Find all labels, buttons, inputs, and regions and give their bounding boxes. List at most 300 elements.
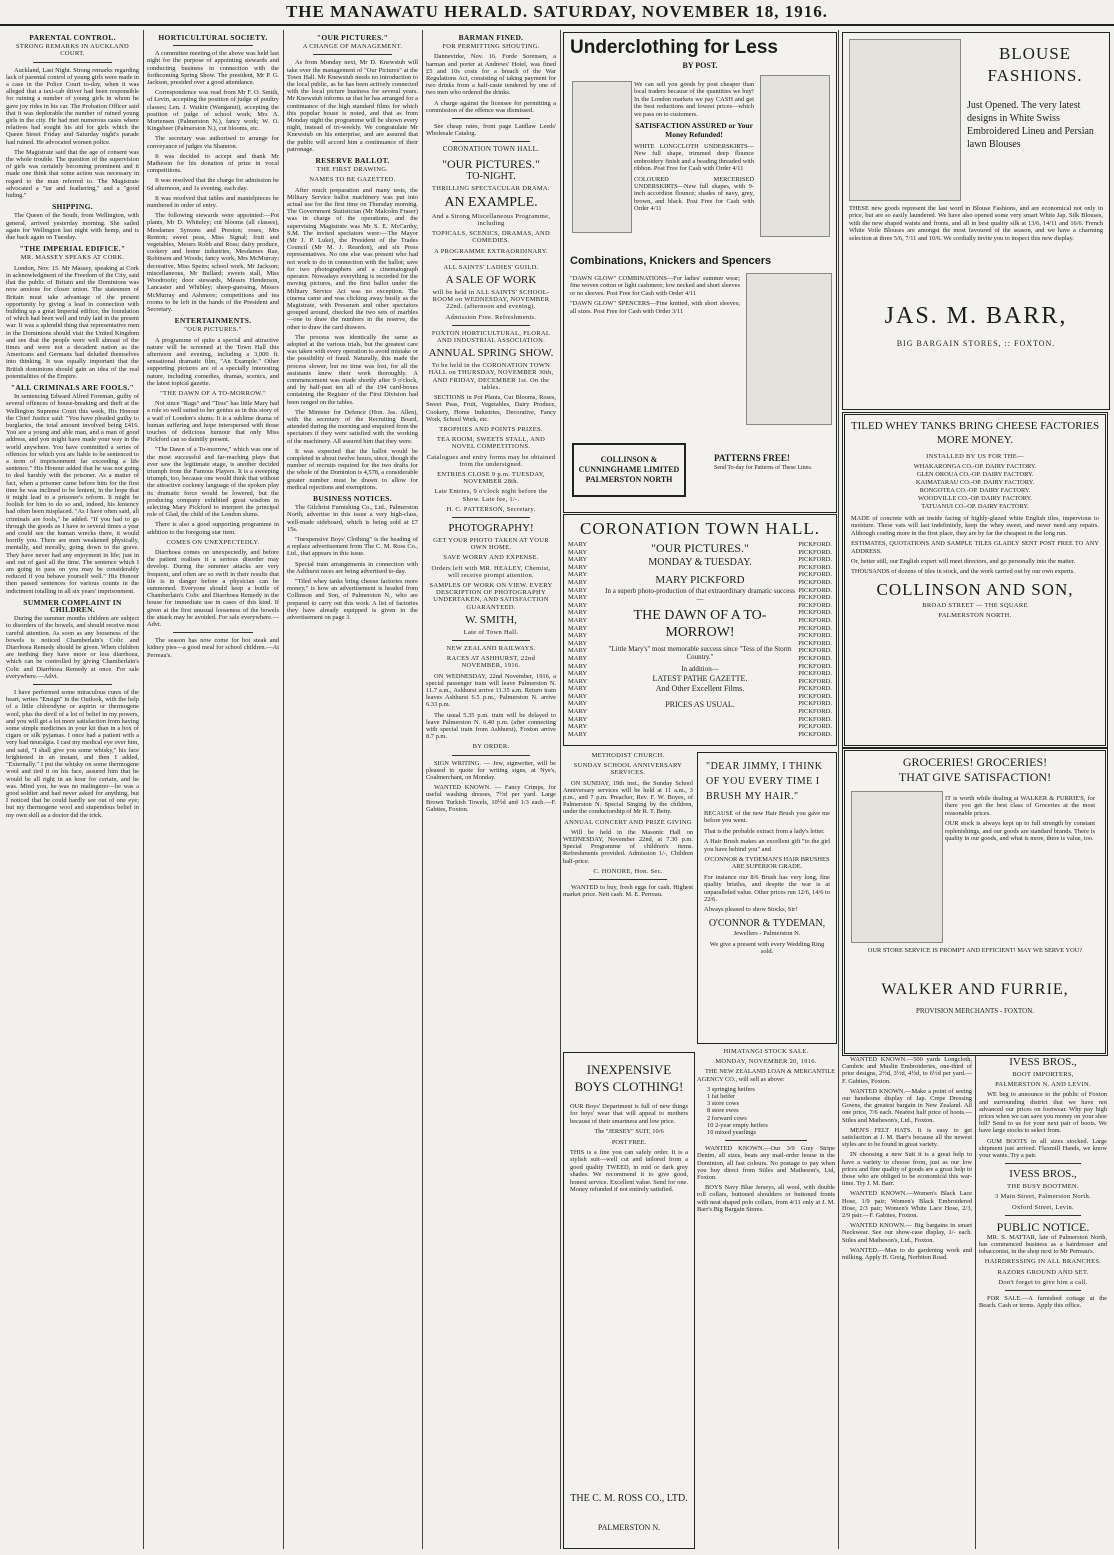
ad-paragraph: That is the probable extract from a lady's letter. bbox=[704, 827, 825, 835]
ad-text: 3 Main Street, Palmerston North. bbox=[995, 1193, 1091, 1201]
article-paragraph: I have performed some miraculous cures of the heart, writes "Ensign" in the Outlook, with the help of a little chlorodyne or aspirin or thermogene wool, plus the devil of a lot of belief in my powers, and you will get a lot more satisfaction from having some simple medicines in your kit than in a box of cigars or silk pyjamas. I once had a patient with a very bad neuralgia. I cast my medical eye over him, and said, "I shall give you some whisky," his face brightened in an instant, and then I added, "Externally." I put the whisky on some thermogene wool and tied it on his face, assured him that he would be all right in an hour for certain, and he was. Mind you, he was no malingerer—he was a good soldier and had never asked for anything, but I noticed that he could hardly see out of one eye; but my thermogene wool and stupendous belief in my own skill as a doctor did the trick. bbox=[6, 689, 139, 819]
pickford-label: PICKFORD. bbox=[798, 647, 832, 655]
ad-text: TEA ROOM, SWEETS STALL, AND NOVEL COMPETITIONS. bbox=[436, 436, 546, 451]
article-paragraph: The following stewards were appointed:—Pot plants, Mr D. Whiteley; cut blooms (all classes), Mesdames Symons and Preston; roses, Mrs Renton; sweet peas, Miss Signal; fruit and vegetables, Messrs Robb and Ross; dairy produce, cookery and home industries, Mesdames Rae, Robinson and Woods; fancy work, Mrs McMurray; decorative, Miss Speirs; school work, Mr Jackson; miscellaneous, Mr Bullard; sweets stall, Miss Woodroofe; door stewards, Messrs Henderson, Lancaster and Whibley; sheep-guessing, Messrs McMurray and Ashmore; competitions and tea rooms to be left in the hands of the President and Secretary. bbox=[147, 212, 279, 313]
divider bbox=[33, 62, 113, 63]
ad-photography: PHOTOGRAPHY! bbox=[448, 521, 534, 534]
headline-public-notice: PUBLIC NOTICE. bbox=[996, 1219, 1090, 1234]
ad-paragraph: WE beg to announce to the public of Foxton and surrounding district that we have not advanced our prices on footwear. Why pay high prices when we can save you money on your shoe bill? Send to us for your next pair of boots. We have large stocks to select from. bbox=[979, 1091, 1107, 1135]
ad-boys-body bbox=[564, 1103, 694, 1193]
headline-shipping: SHIPPING. bbox=[52, 202, 93, 212]
article-paragraph: Correspondence was read from Mr F. O. Smith, of Levin, accepting the position of judge of poultry classes; Len. J. Watkin (Wanganui), accepting the position of judge of school work; Mrs A. Mortensen (Palmerston N.), fancy work; W. O. Kingsbeer (Palmerston N.), cut blooms, etc. bbox=[147, 89, 279, 133]
ad-dawn-title: THE DAWN OF A TO-MORROW! bbox=[633, 608, 767, 640]
ad-monday-tuesday: MONDAY & TUESDAY. bbox=[648, 557, 752, 568]
ad-paragraph: A Hair Brush makes an excellent gift "to the girl you have behind you" and bbox=[704, 838, 830, 853]
column-rule bbox=[143, 30, 144, 1549]
stock-list-item: 1 fat heifer bbox=[707, 1093, 736, 1101]
pickford-label: PICKFORD. bbox=[798, 616, 832, 624]
stock-list-item: 10 mixed yearlings bbox=[707, 1129, 756, 1137]
ad-text: Admission Free. Refreshments. bbox=[445, 313, 537, 321]
article-paragraph: There is also a good supporting programme in addition to the foregoing star item. bbox=[147, 521, 279, 536]
stock-list-item: 2 forward cows bbox=[707, 1114, 747, 1122]
column-rule bbox=[283, 30, 284, 1549]
subhead: A CHANGE OF MANAGEMENT. bbox=[302, 43, 403, 51]
pickford-label: PICKFORD. bbox=[798, 639, 832, 647]
ad-barr-address: BIG BARGAIN STORES, :: FOXTON. bbox=[896, 339, 1056, 348]
ad-paragraph: "DAWN GLOW" COMBINATIONS—For ladies' summer wear; fine woven cotton or light cashmere; low necked and short sleeves or no sleeves. Post Free for Cash with Order 4/11 bbox=[570, 275, 741, 297]
subhead: NAMES TO BE GAZETTED. bbox=[309, 176, 396, 184]
pickford-label: PICKFORD. bbox=[798, 541, 832, 548]
ad-w-smith: W. SMITH, bbox=[465, 613, 517, 626]
divider bbox=[452, 640, 530, 641]
ad-text: RAZORS GROUND AND SET. bbox=[997, 1268, 1089, 1276]
ad-text: BY ORDER. bbox=[472, 743, 510, 751]
collinson-cunninghame-logo: COLLINSON & CUNNINGHAME LIMITED PALMERSTON NORTH bbox=[572, 443, 686, 497]
headline-imperial-edifice: "THE IMPERIAL EDIFICE." bbox=[19, 244, 126, 254]
ad-text: HAIRDRESSING IN ALL BRANCHES. bbox=[984, 1258, 1102, 1266]
headline-reserve-ballot: RESERVE BALLOT. bbox=[315, 156, 390, 166]
article-paragraph: A committee meeting of the above was held last night for the purpose of appointing stewards and conducting business in connection with the forthcoming Spring Show. The president, Mr P. G. Jackson, presided over a good attendance. bbox=[147, 50, 279, 87]
ad-collinson-name: COLLINSON AND SON, bbox=[876, 579, 1074, 599]
ad-guild-heading: ALL SAINTS' LADIES' GUILD. bbox=[443, 263, 539, 271]
mary-label: MARY bbox=[568, 616, 588, 624]
classified: BOYS Navy Blue Jerseys, all wool, with double roll collars, buttoned shoulders or buttoned fronts with neat shaped polo collars, from 4/11 only at J. M. Barr's Big Bargain Stores. bbox=[697, 1184, 835, 1213]
ad-text: INSTALLED BY US FOR THE— bbox=[926, 453, 1024, 460]
ad-paragraph: ESTIMATES, QUOTATIONS AND SAMPLE TILES GLADLY SENT POST FREE TO ANY ADDRESS. bbox=[851, 540, 1099, 555]
satisfaction-line: SATISFACTION ASSURED or Your Money Refunded! bbox=[635, 121, 753, 139]
article-paragraph: THE NEW ZEALAND LOAN & MERCANTILE AGENCY CO., will sell as above: bbox=[697, 1068, 835, 1083]
ad-underclothing-title: Underclothing for Less bbox=[570, 37, 778, 58]
ad-groceries-service: OUR STORE SERVICE IS PROMPT AND EFFICIENT! MAY WE SERVE YOU? bbox=[867, 947, 1083, 954]
ad-walker-address: PROVISION MERCHANTS - FOXTON. bbox=[915, 1007, 1035, 1015]
factory-list-item: KAIMATARAU CO.-OP. DAIRY FACTORY. bbox=[915, 479, 1035, 486]
headline-stock-sale: HIMATANGI STOCK SALE. bbox=[723, 1048, 809, 1055]
divider bbox=[33, 684, 113, 685]
article-paragraph: After much preparation and many tests, the Military Service ballot machinery was put into actual use for the first time on Thursday morning. The Government Statistician (Mr Malcolm Fraser) was in charge of the operations, and the supervising Magistrate was Mr S. E. McCarthy, S.M. The invited spectators were:—The Mayor (Mr J. P. Luke), the President of the Trades Council (Mr M. J. Reardon), and six Press representatives. No one else was present who had not work to do in connection with the ballot; save for two photographers and a cinematograph operator. Nowadays everything is recorded for the moving pictures, and the first ballot under the Military Service Act was no exception. The cinema came and was clicking away busily as the Magistrate, with Pressmen and other spectators grouped around, checked the two sets of marbles—one to draw the numbers in the reserve, the other to draw the card drawers. bbox=[287, 186, 418, 331]
ad-paragraph: BECAUSE of the new Hair Brush you gave me before you went. bbox=[704, 810, 830, 825]
mary-label: MARY bbox=[568, 708, 588, 716]
article-paragraph: During the summer months children are subject to disorders of the bowels, and should receive most careful attention. As soon as any looseness of the bowels is noticed Chamberlain's Colic and Diarrhoea Remedy should be given. When children are teething they have more or less diarrhoea, which can be controlled by giving Chamberlain's Colic and Diarrhoea Remedy at once. For sale everywhere.—Advt. bbox=[6, 615, 139, 680]
ad-groceries-title2: THAT GIVE SATISFACTION! bbox=[898, 770, 1052, 784]
article-paragraph: A charge against the licensee for permitting a commission of the offence was dismissed. bbox=[426, 99, 556, 114]
ad-tiled-whey-tanks bbox=[842, 412, 1108, 748]
article-paragraph: Will be held in the Masonic Hall on WEDNESDAY, November 22nd, at 7.30 p.m. Special Programme of children's items. Refreshments provided. Admission 1/-, Children half-price. bbox=[563, 828, 693, 865]
subhead: MONDAY, NOVEMBER 20, 1916. bbox=[715, 1058, 817, 1066]
underskirt-illustration bbox=[760, 75, 830, 237]
classified: FOR SALE.—A furnished cottage at the Beach. Cash or terms. Apply this office. bbox=[979, 1295, 1107, 1310]
ad-underclothing-body bbox=[634, 81, 754, 216]
ad-paragraph: O'CONNOR & TYDEMAN'S HAIR BRUSHES ARE SUPERIOR GRADE. bbox=[704, 856, 830, 871]
divider bbox=[452, 517, 530, 518]
ad-oconnor-address: Jewellers - Palmerston N. bbox=[733, 929, 801, 937]
mary-label: MARY bbox=[568, 715, 588, 723]
column-5-lower bbox=[563, 750, 693, 1050]
divider bbox=[589, 879, 667, 880]
patterns-free: PATTERNS FREE! bbox=[714, 453, 790, 463]
subhead-unexpectedly: COMES ON UNEXPECTEDLY. bbox=[166, 538, 260, 546]
classified: MEN'S FELT HATS. It is easy to get satisfaction at J. M. Barr's because all the newest styles are to be found in great variety. bbox=[842, 1126, 972, 1149]
ad-ross-town: PALMERSTON N. bbox=[597, 1523, 661, 1532]
stock-list-item: 3 springing heifers bbox=[707, 1085, 755, 1093]
article-paragraph: Diarrhoea comes on unexpectedly, and before the patient realises it a serious disorder may develop. During the summer attacks are very frequent, and often are so swift in their results that life is in danger before a physician can be summoned. Everyone should keep a bottle of Chamberlain's Colic and Diarrhoea Remedy in the house for immediate use in cases of this kind. If given at the first unusual looseness of the bowels the attack may be avoided. For sale everywhere.—Advt. bbox=[147, 549, 279, 629]
ad-sale-of-work: A SALE OF WORK bbox=[445, 274, 537, 287]
divider bbox=[173, 632, 252, 633]
article-paragraph: It was resolved that tables and mantelpieces be numbered in order of entry. bbox=[147, 194, 279, 210]
ad-coronation-body bbox=[604, 541, 796, 710]
column-rule bbox=[560, 30, 561, 1549]
pickford-label: PICKFORD. bbox=[798, 624, 832, 632]
ad-coronation-heading: CORONATION TOWN HALL. bbox=[442, 145, 540, 154]
factory-list-item: RONGOTEA CO.-OP. DAIRY FACTORY. bbox=[919, 487, 1031, 494]
column-2 bbox=[147, 30, 279, 1549]
ad-signature: H. C. PATTERSON, Secretary. bbox=[446, 505, 536, 513]
article-paragraph: Dannevirke, Nov. 16. Forde Sorensen, a barman and porter at Andrews' Hotel, was fined £5 and 10s costs for a breach of the War Regulations Act, consisting of taking payment for two drinks from a half-caste tendered by one of two men who ordered the drinks. bbox=[426, 53, 556, 97]
article-paragraph: "Inexpensive Boys' Clothing" is the heading of a replace advertisement from The C. M. Ross Co., Ltd., that appears in this issue. bbox=[287, 536, 418, 558]
mary-label: MARY bbox=[568, 692, 588, 700]
ad-text: Late of Town Hall. bbox=[463, 628, 519, 636]
mary-label: MARY bbox=[568, 654, 588, 662]
article-paragraph: "Tiled whey tanks bring cheese factories more money," is how an advertisement is headed from Collinson and Son, of Palmerston N., who are prepared to carry out this work. A list of factories they have already equipped is given in the advertisement on page 3. bbox=[287, 578, 418, 622]
headline-parental-control: PARENTAL CONTROL. bbox=[29, 33, 116, 42]
ad-tonight: TO-NIGHT. bbox=[466, 170, 516, 182]
ad-paragraph: WHITE LONGCLOTH UNDERSKIRTS—New full shape, trimmed deep flounce embroidery finish and a beading threaded with ribbon. Post Free for Cash with Order 4/11 bbox=[634, 143, 754, 173]
mary-label: MARY bbox=[568, 586, 588, 594]
pickford-label: PICKFORD. bbox=[798, 571, 832, 579]
ad-text: THRILLING SPECTACULAR DRAMA: bbox=[431, 184, 551, 192]
ad-paragraph: OUR stock is always kept up to full strength by constant replenishings, and our goods are standard brands. There is quality in our goods, and what is more, there is value, too. bbox=[945, 820, 1095, 843]
article-paragraph: "The Dawn of a To-morrow," which was one of the most successful and far-reaching plays that ever saw the legitimate stage, is another decided triumph from the Famous Players. It is a sweeping triumph, too, because one would think that without the attractive cockney language of the spoken play its dramatic force would be lowered, but the producing company exhibited great wisdom in selecting Mary Pickford to interpret the principal role of Glad, the child of the London slums. bbox=[147, 446, 279, 519]
ad-text: PALMERSTON N. AND LEVIN. bbox=[995, 1081, 1091, 1089]
mary-label: MARY bbox=[568, 662, 588, 670]
ad-text: And a Strong Miscellaneous Programme, including bbox=[431, 212, 551, 228]
classified: WANTED.—Man to do gardening work and milking. Apply H. Greig, Norbiton Road. bbox=[842, 1246, 972, 1262]
ad-text: BROAD STREET — THE SQUARE bbox=[922, 601, 1028, 609]
ad-text: THE BUSY BOOTMEN. bbox=[1007, 1183, 1079, 1191]
pickford-label: PICKFORD. bbox=[798, 632, 832, 640]
signature: C. HONORE, Hon. Sec. bbox=[593, 867, 663, 875]
divider bbox=[452, 755, 530, 756]
ad-text: "Little Mary's" most memorable success since "Tess of the Storm Country." bbox=[608, 645, 792, 661]
blouse-illustration bbox=[849, 39, 961, 201]
ad-text: TOPICALS, SCENICS, DRAMAS, AND COMEDIES. bbox=[432, 230, 550, 245]
ad-our-pictures-title: "OUR PICTURES." bbox=[651, 541, 749, 555]
ad-text: Late Entries, 9 o'clock night before the Show. Late fee, 1/-. bbox=[434, 488, 548, 503]
ad-text: will be held in ALL SAINTS' SCHOOL-ROOM on WEDNESDAY, NOVEMBER 22nd. (afternoon and evening). bbox=[432, 289, 550, 311]
article-paragraph: The process was identically the same as adopted at the various trials, but the greatest care was taken with every operation to avoid mistake or the possibility of fraud. Naturally, this made the process slower, but no time was lost, for all the assistants knew their work thoroughly. A commencement was made shortly after 9 o'clock, and by half-past ten all of the 194 card-boxes containing the Register of the First Division had been ranged on the tables. bbox=[287, 333, 418, 406]
ad-dear-jimmy: "DEAR JIMMY, I THINK OF YOU EVERY TIME I BRUSH MY HAIR." bbox=[706, 761, 823, 802]
mary-label: MARY bbox=[568, 685, 588, 693]
pickford-label: PICKFORD. bbox=[798, 715, 832, 723]
ad-paragraph: OUR Boys' Department is full of new things for boys' wear that will appeal to mothers because of their smartness and low price. bbox=[570, 1103, 688, 1125]
ad-text: TROPHIES AND POINTS PRIZES. bbox=[439, 425, 543, 433]
ad-coronation-mary-pickford bbox=[563, 514, 837, 746]
ad-paragraph: We can sell you goods by post cheaper than local traders because of the quantities we buy! In the London markets we pay CASH and get the best reductions and lowest prices—which we pass on to customers. bbox=[634, 81, 754, 118]
ad-paragraph: MADE of concrete with an inside facing of highly-glazed white English tiles, impervious to moisture. These vats will last indefinitely, keep the whey sweet, and never need any repairs. Although costing more in the first place, they are by far the cheapest in the long run. bbox=[851, 515, 1099, 537]
mary-column bbox=[568, 541, 587, 738]
column-6-lower bbox=[697, 1046, 835, 1549]
divider bbox=[1005, 1215, 1082, 1216]
ad-spring-show: ANNUAL SPRING SHOW. bbox=[428, 347, 554, 360]
subhead: THE FIRST DRAWING. bbox=[316, 166, 389, 174]
ad-paragraph: GUM BOOTS in all sizes stocked. Large shipment just arrived. Flaxmill Hands, we know your wants. Try a pair. bbox=[979, 1137, 1107, 1160]
ad-blouse-fashions bbox=[842, 32, 1110, 410]
headline-entertainments: ENTERTAINMENTS. bbox=[174, 316, 252, 326]
article-paragraph: It was expected that the ballot would be completed in about twelve hours, since, though the number of recruits required for the two drafts for the whole of the Dominion is 4,578, a considerable greater number must be drawn to allow for medical rejections and exemptions. bbox=[287, 447, 418, 491]
divider bbox=[1005, 1290, 1082, 1291]
ad-paragraph: COLOURED MERCERISED UNDERSKIRTS—New full shapes, with 9-inch accordion flounce; shades of navy, grey, brown, and black. Post Free for Cash with Order 4/11 bbox=[634, 175, 754, 213]
article-paragraph: Not since "Rags" and "Tess" has little Mary had a role so well suited to her genius as in this story of a waif of London's slums. It is a sublime drama of human suffering and hope interspersed with those touches of delicious humour that only Miss Pickford can so daintily present. bbox=[147, 400, 279, 444]
headline-barman-fined: BARMAN FINED. bbox=[458, 33, 524, 42]
stock-list bbox=[697, 1086, 835, 1136]
ad-paragraph: "DAWN GLOW" SPENCERS—Fine knitted, with short sleeves; all sizes. Post Free for Cash with Order 3/11 bbox=[570, 300, 740, 315]
headline-summer-complaint: SUMMER COMPLAINT IN CHILDREN. bbox=[23, 597, 122, 615]
ad-text: BOOT IMPORTERS, bbox=[1012, 1071, 1074, 1078]
subhead: SUNDAY SCHOOL ANNIVERSARY SERVICES. bbox=[573, 762, 683, 777]
ad-mary-pickford: MARY PICKFORD bbox=[655, 574, 745, 586]
ad-text: PALMERSTON NORTH. bbox=[938, 611, 1012, 619]
mary-label: MARY bbox=[568, 730, 588, 738]
ad-text: Orders left with MR. HEALEY, Chemist, will receive prompt attention. bbox=[431, 564, 551, 579]
ad-text: SAMPLES OF WORK ON VIEW. EVERY DESCRIPTION OF PHOTOGRAPHY UNDERTAKEN, AND SATISFACTION GUARANTEED. bbox=[429, 581, 553, 611]
ad-text: Oxford Street, Levin. bbox=[1012, 1203, 1074, 1211]
column-4 bbox=[426, 30, 556, 1549]
classified: WANTED KNOWN.—Make a point of seeing our handsome display of Jap. Crepe Dressing Gowns, the greatest bargain in New Zealand. All one price, 7/6 each. Nearest half price of boots.—Stiles and Matheson's, Ltd., Foxton. bbox=[842, 1087, 972, 1124]
ad-paragraph: MR. S. MATTAR, late of Palmerston North, has commenced business as a hairdresser and tobacconist, in the shop next to Mr Perreau's. bbox=[979, 1233, 1107, 1256]
article-paragraph: Auckland, Last Night. Strong remarks regarding lack of parental control of young girls were made in a case in the Police Court to-day, when it was alleged that a taxi-cab driver had been responsible for ruining a number of young girls in whom he gave joy rides in his car. The Probation Officer said that it was deplorable the number of ruined young girls in the city. He had met numerous cases where relatives had sought his aid for girls which the Queen Street Friday and Saturday night's parade had ruined. He advocated women police. bbox=[6, 66, 139, 146]
divider bbox=[452, 259, 530, 260]
divider bbox=[1005, 1163, 1082, 1164]
mary-label: MARY bbox=[568, 609, 588, 617]
ad-paragraph: ON WEDNESDAY, 22nd November, 1916, a special passenger train will leave Palmerston N. 11.7 a.m., Ashhurst arrive 11.35 a.m. Return train leaves Ashhurst 6.5 p.m., Palmerston N. arrive 6.33 p.m. bbox=[426, 672, 556, 709]
article-paragraph: The season has now come for hot steak and kidney pies—a good meal for school children.—At Perreau's. bbox=[147, 637, 279, 659]
ad-boys-title: INEXPENSIVE BOYS CLOTHING! bbox=[574, 1062, 684, 1094]
article-paragraph: In sentencing Edward Alfred Foreman, guilty of several offences of house-breaking and theft at the Wellington Supreme Court this week, His Honour the Chief Justice said: "You have pleaded guilty to burglaries, the total amount involved being £416. You are a young and able man, and a man of good address, and you might have made your way in the world anywhere. You have committed a series of offences for which you are liable to be sentenced to a term of imprisonment far exceeding a life sentence." His Honour added that he was not going to deal harshly with the prisoner. As a matter of fact, when a prisoner came before him for the first time he was inclined to be lenient, in the hope that it might lead to a prisoner's reform. It might be foolish for him to do so and, indeed, his leniency had often been misplaced. "As I have often said, all criminals are fools," he added. "If you had to go through the goods as I have to several times a year and could see the human wrecks there, it would horrify you. There are men weakened physically, mentally, and morally, going down to the grave. They have never had any enjoyment in life; just in and out of gaol all the time. The sentence which I am going to pass on you may be considerably reduced if you behave yourself well." His Honour then passed sentences for various counts in the indictment totalling in all six years' imprisonment. bbox=[6, 393, 139, 595]
ad-text: In a superb photo-production of that extraordinary dramatic success— bbox=[605, 587, 795, 603]
ad-coronation-title: CORONATION TOWN HALL. bbox=[580, 519, 820, 538]
factory-list-item: WOODVILLE CO.-OP. DAIRY FACTORY. bbox=[917, 495, 1033, 502]
column-rule bbox=[838, 30, 839, 1549]
ad-pathe: LATEST PATHE GAZETTE. bbox=[652, 674, 748, 683]
mary-label: MARY bbox=[568, 548, 588, 556]
masthead: THE MANAWATU HERALD. SATURDAY, NOVEMBER 18, 1916. bbox=[0, 0, 1114, 26]
pickford-label: PICKFORD. bbox=[798, 692, 832, 700]
stock-list-item: 3 store cows bbox=[707, 1100, 739, 1108]
article-paragraph: As from Monday next, Mr D. Knewstub will take over the management of "Our Pictures" at the Town Hall. Mr Knewstub needs no introduction to the local public, as he has been actively connected with the local picture business for several years. Mr Knewstub informs us that he has arranged for a continuance of the high standard films for which this popular house is noted, and that as from Monday night the programme will be shown every night, instead of tri-weekly. We congratulate Mr Knewstub on his enterprise, and are assured that the public will accord him a continuance of their patronage. bbox=[287, 59, 418, 153]
subhead: MR. MASSEY SPEAKS AT CORK. bbox=[20, 254, 125, 262]
pickford-label: PICKFORD. bbox=[798, 685, 832, 693]
pickford-label: PICKFORD. bbox=[798, 609, 832, 617]
underskirt-illustration bbox=[572, 81, 632, 233]
stock-list-item: 10 2-year empty heifers bbox=[707, 1121, 768, 1129]
mary-label: MARY bbox=[568, 647, 588, 655]
ad-foxton-heading: FOXTON HORTICULTURAL, FLORAL AND INDUSTRIAL ASSOCIATION. bbox=[431, 329, 551, 345]
article-paragraph: ON SUNDAY, 19th inst., the Sunday School Anniversary services will be held at 11 a.m., 3 p.m., and 7 p.m. Preacher, Rev. F. W. Boyes, of Palmerston N. Special Singing by the children, under the conductorship of Mr R. T. Betty. bbox=[563, 779, 693, 816]
pickford-label: PICKFORD. bbox=[798, 578, 832, 586]
ad-boys-clothing bbox=[563, 1052, 695, 1549]
mary-label: MARY bbox=[568, 571, 588, 579]
divider bbox=[452, 118, 530, 119]
ad-railways: NEW ZEALAND RAILWAYS. bbox=[446, 644, 536, 652]
pickford-label: PICKFORD. bbox=[798, 601, 832, 609]
headline-our-pictures: "OUR PICTURES." bbox=[316, 33, 389, 42]
article-paragraph: London, Nov. 15. Mr Massey, speaking at Cork in acknowledgment of the Freedom of the City, said that the public of Britain and the Dominions was now anxious for closer union. The statesmen of Britain must take advantage of the present opportunity by giving a lead in connection with building up a great Imperial edifice, the foundation of which had been well and truly laid in the present war. It was a splendid thing that representative men in the Dominions should visit the United Kingdom and see that the people were well abreast of the times and were not a decadent nation as the Americans and Germans had deluded themselves into thinking. It was equally important that the British dominions should gain an idea of the real potentialities of the Empire. bbox=[6, 264, 139, 380]
ad-blouse-title: BLOUSE FASHIONS. bbox=[987, 44, 1083, 85]
ad-tiled-title: TILED WHEY TANKS BRING CHEESE FACTORIES MORE MONEY. bbox=[850, 420, 1100, 446]
column-7-lower bbox=[842, 1056, 972, 1549]
ad-oconnor-wedding: We give a present with every Wedding Ring sold. bbox=[709, 940, 825, 955]
mary-label: MARY bbox=[568, 624, 588, 632]
ad-groceries-title: GROCERIES! GROCERIES! bbox=[902, 755, 1048, 769]
ad-other-films: And Other Excellent Films. bbox=[655, 684, 745, 693]
ad-paragraph: SECTIONS in Pot Plants, Cut Blooms, Roses, Sweet Peas, Fruit, Vegetables, Dairy Produce, Cookery, Home Industries, Decorative, Fancy Work, School Work, etc. bbox=[426, 394, 556, 423]
headline-methodist: METHODIST CHURCH. bbox=[591, 752, 665, 759]
mary-label: MARY bbox=[568, 594, 588, 602]
ad-combinations-heading: Combinations, Knickers and Spencers bbox=[570, 255, 772, 267]
mary-label: MARY bbox=[568, 578, 588, 586]
ad-prices: PRICES AS USUAL. bbox=[665, 700, 735, 709]
article-paragraph: It was resolved that the charge for admission be 6d afternoon, and 1s evening, each day. bbox=[147, 177, 279, 192]
column-rule bbox=[422, 30, 423, 1549]
pickford-label: PICKFORD. bbox=[798, 586, 832, 594]
subhead-dawn: "THE DAWN OF A TO-MORROW." bbox=[160, 389, 266, 397]
ad-tiled-body bbox=[845, 515, 1105, 576]
ad-underclothing-sub: BY POST. bbox=[682, 61, 718, 70]
classified: IN choosing a new Suit it is a great help to have a variety to choose from, just as our low prices and fine quality of goods are a great help to those who are obliged to be economical this war-time. Try J. M. Barr. bbox=[842, 1151, 972, 1188]
mary-label: MARY bbox=[568, 556, 588, 564]
column-1 bbox=[6, 30, 139, 1549]
mary-label: MARY bbox=[568, 670, 588, 678]
classified: WANTED to buy, fresh eggs for cash. Highest market price. Nett cash. M. E. Perreau. bbox=[563, 884, 693, 899]
pickford-label: PICKFORD. bbox=[798, 670, 832, 678]
ad-ivess-title: IVESS BROS., bbox=[1009, 1056, 1077, 1068]
classified: WANTED KNOWN.—Women's Black Lace Hose, 1/9 pair; Women's Black Embroidered Hose, 2/3 pair; Women's White Lace Hose, 2/3, 2/9 pair.—F. Gabites, Foxton. bbox=[842, 1190, 972, 1220]
ad-text: Don't forget to give him a call. bbox=[998, 1278, 1088, 1286]
mary-label: MARY bbox=[568, 541, 588, 548]
pickford-label: PICKFORD. bbox=[798, 548, 832, 556]
mary-label: MARY bbox=[568, 677, 588, 685]
classified: WANTED KNOWN.—Our 3/9 Grey Stripe Denim, all sizes, beats any mail-order house in the Dominion, all fast colours. No postage to pay when you buy direct from Stiles and Matheson's, Ltd, Foxton. bbox=[697, 1145, 835, 1182]
article-paragraph: The Gilchrist Furnishing Co., Ltd., Palmerston North, advertise in this issue a very high-class, well-made sideboard, which is being sold at £7 15s. bbox=[287, 504, 418, 533]
headline-criminals: "ALL CRIMINALS ARE FOOLS." bbox=[10, 382, 135, 392]
pickford-label: PICKFORD. bbox=[798, 662, 832, 670]
mary-label: MARY bbox=[568, 563, 588, 571]
ad-text: To be held in the CORONATION TOWN HALL on THURSDAY, NOVEMBER 30th, AND FRIDAY, DECEMBER 1st. On the tables. bbox=[428, 362, 554, 391]
divider bbox=[452, 141, 530, 142]
ad-paragraph: Always pleased to show Stocks, Sir! bbox=[704, 906, 798, 914]
classified: WANTED KNOWN.—500 yards Longcloth, Cambric and Muslin Embroideries, one-third of prior designs, 2½d, 3½d, 4½d, to 6½d per yard.—F. Gabites, Foxton. bbox=[842, 1056, 972, 1085]
ad-ivess-title-2: IVESS BROS., bbox=[1009, 1168, 1077, 1181]
patterns-sub: Send To-day for Patterns of These Lines. bbox=[714, 465, 813, 471]
ad-groceries-body bbox=[945, 795, 1095, 845]
ad-paragraph: Or, better still, our English expert will meet directors, and go personally into the matter. bbox=[851, 558, 1076, 566]
headline-horticultural: HORTICULTURAL SOCIETY. bbox=[158, 33, 268, 42]
ad-paragraph: IT is worth while dealing at WALKER & FURRIE'S, for there you get the best class of Groceries at the most reasonable prices. bbox=[945, 795, 1095, 817]
article-paragraph: A programme of quite a special and attractive nature will be screened at the Town Hall this afternoon and evening, including a 3,000 ft. sensational dramatic film, "An Example." Other supporting pictures are of a specially interesting nature, including comedies, dramas, scenics, and the latest topical gazette. bbox=[147, 336, 279, 387]
ad-oconnor-name: O'CONNOR & TYDEMAN, bbox=[708, 917, 826, 929]
divider bbox=[313, 54, 392, 55]
ad-blouse-subtitle: Just Opened. The very latest designs in White Swiss Embroidered Lineu and Persian lawn Blouses bbox=[967, 100, 1094, 150]
pickford-column bbox=[798, 541, 832, 738]
column-8-lower bbox=[979, 1056, 1107, 1549]
pickford-label: PICKFORD. bbox=[798, 563, 832, 571]
ad-text: A PROGRAMME EXTRAORDINARY. bbox=[434, 247, 548, 255]
ad-text: SAVE WORRY AND EXPENSE. bbox=[443, 554, 539, 562]
subhead: "OUR PICTURES." bbox=[184, 326, 242, 334]
article-paragraph: The secretary was authorised to arrange for conveyance of judges via Shannon. bbox=[147, 135, 279, 150]
pickford-label: PICKFORD. bbox=[798, 556, 832, 564]
pickford-label: PICKFORD. bbox=[798, 708, 832, 716]
ad-text: In addition— bbox=[681, 665, 719, 673]
article-paragraph: The Queen of the South, from Wellington, with general, arrived yesterday morning. She sailed again for Wellington last night with hemp, and is due back again on Tuesday. bbox=[6, 212, 139, 242]
mary-label: MARY bbox=[568, 700, 588, 708]
article-paragraph: See cheap rates, front page Laidlaw Leeds' Wholesale Catalog. bbox=[426, 123, 556, 138]
ad-walker-furrie: WALKER AND FURRIE, bbox=[881, 981, 1069, 998]
mary-label: MARY bbox=[568, 723, 588, 731]
classified: SIGN WRITING. — Jew, signwriter, will be pleased to quote for writing signs, at Nye's, Coalmerchant, on Monday. bbox=[426, 759, 556, 782]
ad-text: ENTRIES CLOSE 9 p.m. TUESDAY, NOVEMBER 28th. bbox=[437, 470, 545, 486]
classified: WANTED KNOWN.— Big bargains in smart Neckwear. See our show-case display, 1/- each. Stiles and Matheson's, Ltd., Foxton. bbox=[842, 1222, 972, 1244]
mary-label: MARY bbox=[568, 632, 588, 640]
pickford-label: PICKFORD. bbox=[798, 677, 832, 685]
ad-barr-name: JAS. M. BARR, bbox=[884, 303, 1068, 329]
ad-text: GET YOUR PHOTO TAKEN AT YOUR OWN HOME. bbox=[433, 536, 549, 552]
article-paragraph: The Minister for Defence (Hon. Jas. Allen), with the secretary of the Recruiting Board, attended during the morning and enquired from the spectators if they were satisfied with the working of the machinery. All assured him that they were. bbox=[287, 408, 418, 445]
pickford-label: PICKFORD. bbox=[798, 723, 832, 731]
ad-ross-name: THE C. M. ROSS CO., LTD. bbox=[570, 1493, 688, 1504]
divider bbox=[173, 45, 252, 46]
ad-hair-brush-body bbox=[698, 810, 836, 914]
ad-groceries bbox=[842, 748, 1108, 1056]
subhead: STRONG REMARKS IN AUCKLAND COURT. bbox=[15, 43, 130, 58]
ad-paragraph: THIS is a fine you can safely order. It is a stylish suit—well cut and tailored from a good quality TWEED, in mid or dark grey shades. We recommend it to give good, honest service. Excellent value. Send for one. Money refunded if not entirely satisfied. bbox=[570, 1149, 688, 1194]
factory-list bbox=[845, 463, 1105, 511]
pickford-label: PICKFORD. bbox=[798, 594, 832, 602]
ad-jersey-suit: The "JERSEY" SUIT, 10/6 bbox=[594, 1128, 664, 1136]
combinations-illustration bbox=[746, 273, 832, 425]
ad-an-example: AN EXAMPLE. bbox=[444, 194, 538, 210]
factory-list-item: GLEN OROUA CO.-OP. DAIRY FACTORY. bbox=[916, 471, 1034, 478]
ad-paragraph: THOUSANDS of dozens of tiles in stock, and the work carried out by our own experts. bbox=[851, 568, 1075, 576]
column-rule bbox=[975, 1056, 976, 1549]
classified: WANTED KNOWN. — Fancy Crimps, for useful washing dresses, 7½d per yard. Large Brown Turkish Towels, 10½d and 1/3 each.—F. Gabites, Foxton. bbox=[426, 784, 556, 813]
figure-illustration bbox=[851, 791, 943, 943]
column-3 bbox=[287, 30, 418, 1549]
subhead: ANNUAL CONCERT AND PRIZE GIVING bbox=[564, 818, 692, 826]
ad-text: Catalogues and entry forms may be obtained from the undersigned. bbox=[426, 453, 556, 468]
article-paragraph: Special train arrangements in connection with the Ashhurst races are being advertised to-day. bbox=[287, 560, 418, 575]
ad-text: RACES AT ASHHURST, 22nd NOVEMBER, 1916. bbox=[446, 655, 536, 670]
ad-hair-brush bbox=[697, 752, 837, 1044]
divider bbox=[725, 1140, 808, 1141]
pickford-label: PICKFORD. bbox=[798, 654, 832, 662]
divider bbox=[452, 325, 530, 326]
article-paragraph: It was decided to accept and thank Mr Matheson for his donation of prize in vocal competitions. bbox=[147, 152, 279, 175]
mary-label: MARY bbox=[568, 639, 588, 647]
factory-list-item: TATUANUI CO.-OP. DAIRY FACTORY. bbox=[921, 503, 1029, 510]
article-paragraph: The Magistrate said that the age of consent was the whole trouble. The question of the supervision of girls was certainly becoming prominent and it made one think that some action was necessary in regard to the man referred to. The Magistrate advocated a "tar and feathering," and a "good hiding." bbox=[6, 148, 139, 200]
ad-blouse-body: THESE new goods represent the last word in Blouse Fashions, and are economical not only in price, but are so easily laundered. We have also opened some very smart White Jap. Silk Blouses, with the new shaped waists and fronts, and all in best quality silk at 13/6, 14/11 and 16/6. French White Voile Blouses are amongst the most favoured of the season, and we have a charming selection at three 5/6, 7/11 and 10/6. We cordially invite you to inspect this new display. bbox=[849, 205, 1103, 242]
mary-label: MARY bbox=[568, 601, 588, 609]
ad-paragraph: The usual 5.35 p.m. train will be delayed to leave Palmerston N. 6.40 p.m. (after connecting with special train from Ashhurst), Foxton arrive 8.7 p.m. bbox=[426, 711, 556, 741]
subhead: FOR PERMITTING SHOUTING. bbox=[442, 43, 540, 51]
ad-post-free: POST FREE. bbox=[611, 1138, 647, 1146]
pickford-label: PICKFORD. bbox=[798, 700, 832, 708]
stock-list-item: 8 store ewes bbox=[707, 1107, 739, 1115]
headline-business-notices: BUSINESS NOTICES. bbox=[313, 493, 392, 503]
factory-list-item: WHAKARONGA CO.-OP. DAIRY FACTORY. bbox=[913, 463, 1037, 470]
ad-underclothing bbox=[563, 32, 837, 513]
ad-our-pictures: "OUR PICTURES." bbox=[442, 156, 540, 171]
